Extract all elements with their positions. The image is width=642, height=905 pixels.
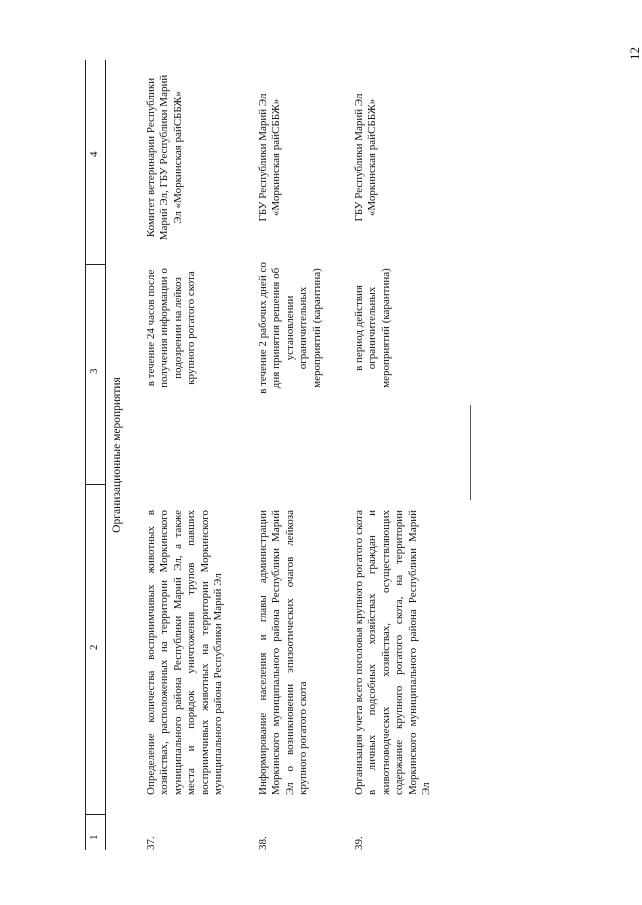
row-term: в период действия ограничительных мероприятий (карантина) [353, 268, 392, 388]
column-divider [85, 814, 105, 815]
row-executor: Комитет ветеринарии Республики Марий Эл, ГБУ Республики Марий Эл «Моркинская райСББЖ» [145, 74, 184, 241]
row-executor: ГБУ Республики Марий Эл «Моркинская райСББЖ» [257, 93, 283, 222]
table-top-border [85, 60, 86, 850]
row-term: в течение 24 часов после получения информации о подозрении на лейкоз крупного рогатого скота [145, 268, 198, 388]
row-number: 39. [353, 836, 365, 850]
row-description: Определение количества восприимчивых животных в хозяйствах, расположенных на территории Моркинского муниципального района Республики Марий Эл, а также места и порядок уничтожения трупов павших восприимчивых животных на территории Моркинского муниципального района Республики Марий Эл [145, 510, 225, 795]
page-number: 12 [627, 47, 642, 60]
column-divider [85, 264, 105, 265]
header-bottom-border [105, 60, 106, 850]
row-number: 38. [257, 836, 269, 850]
column-number: 2 [88, 644, 100, 650]
section-title: Организационные мероприятия [111, 377, 123, 533]
row-executor: ГБУ Республики Марий Эл «Моркинская райСББЖ» [353, 93, 379, 222]
column-number: 4 [88, 151, 100, 157]
row-description: Организация учета всего поголовья крупного рогатого скота в личных подсобных хозяйствах граждан и животноводческих хозяйствах, осуществляющих содержание крупного рогатого скота, на территории Моркинского муниципального района Республики Марий Эл [353, 510, 433, 795]
rotated-table [85, 60, 445, 850]
row-number: 37. [145, 836, 157, 850]
column-number: 1 [88, 834, 100, 840]
column-divider [85, 484, 105, 485]
row-term: в течение 2 рабочих дней со дня принятия решения об установлении ограничительных мероприятий (карантина) [257, 262, 323, 394]
column-number: 3 [88, 368, 100, 374]
row-description: Информирование населения и главы администрации Моркинского муниципального района Республики Марий Эл о возникновении эпизоотических очагов лейкоза крупного рогатого скота [257, 510, 310, 795]
end-rule [470, 405, 471, 500]
